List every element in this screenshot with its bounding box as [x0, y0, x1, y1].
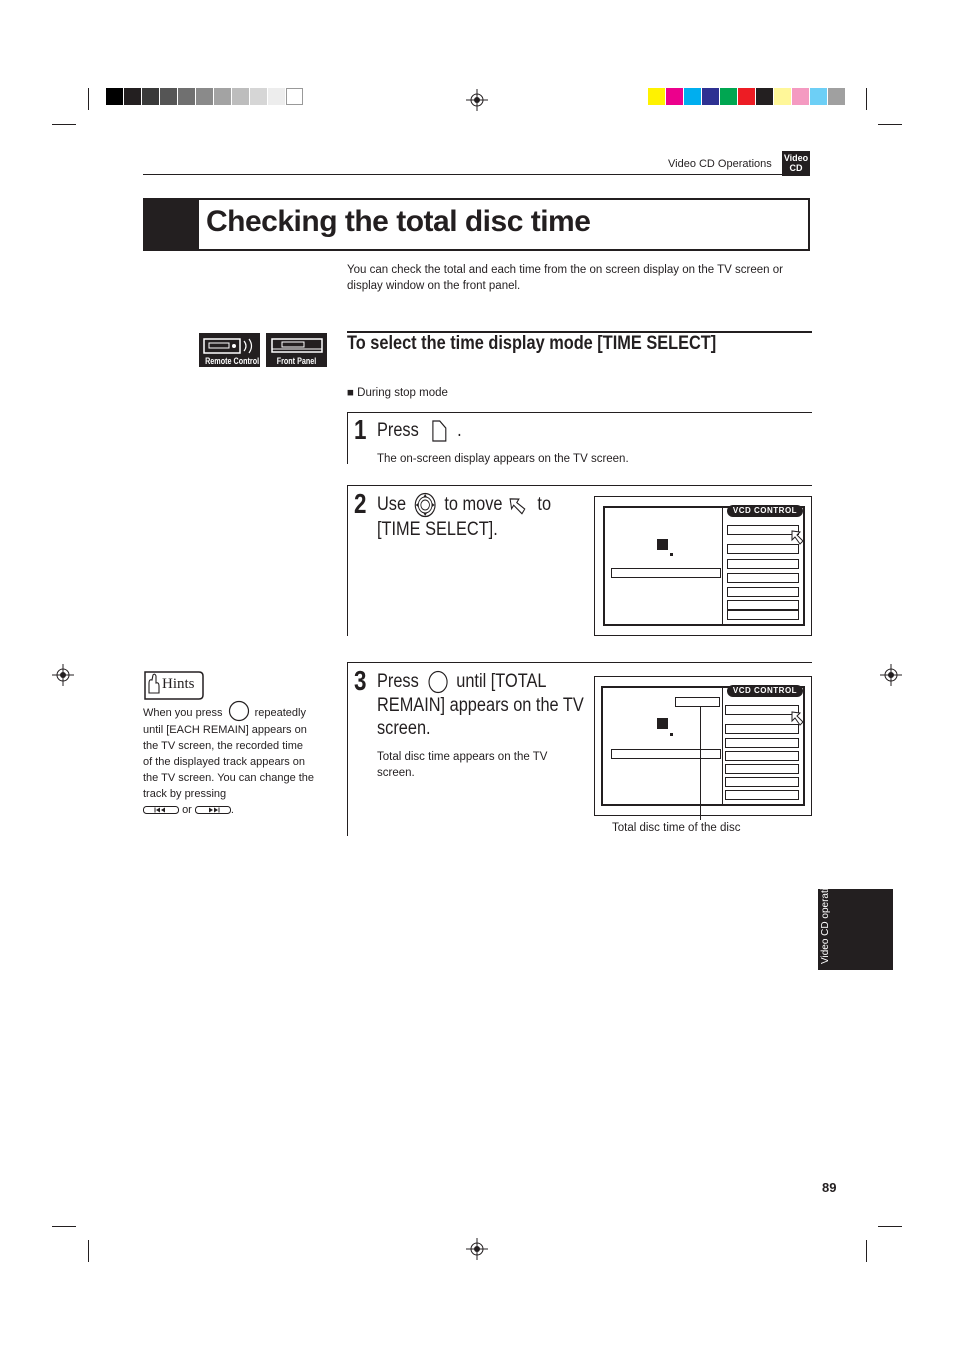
registration-mark-icon — [466, 1238, 488, 1260]
hints-part: When you press — [143, 706, 223, 719]
page-number: 89 — [822, 1180, 837, 1195]
gray-swatch — [106, 88, 123, 105]
tv-screen-diagram — [594, 676, 812, 816]
callout-line — [700, 706, 701, 820]
step-text — [377, 670, 584, 740]
front-panel-icon — [266, 333, 327, 367]
step-text-part: Press — [377, 671, 419, 693]
vcd-control-label: VCD CONTROL — [727, 505, 803, 517]
step-text-part: . — [457, 420, 462, 442]
color-swatch — [810, 88, 827, 105]
crop-mark — [52, 1226, 76, 1227]
gray-swatch — [124, 88, 141, 105]
menu-item — [727, 573, 799, 583]
section-header: Video CD Operations — [668, 158, 772, 170]
step-note: Total disc time appears on the TV screen. — [377, 751, 548, 779]
step-number: 3 — [354, 665, 367, 696]
skip-back-button-icon — [143, 806, 179, 814]
gray-swatch — [250, 88, 267, 105]
step-number: 1 — [354, 414, 367, 445]
step-text-part: [TIME SELECT]. — [377, 519, 498, 540]
menu-item — [727, 525, 799, 535]
step-rule — [347, 412, 812, 413]
hints-label: Hints — [162, 676, 195, 692]
menu-item — [725, 724, 799, 734]
color-swatch — [702, 88, 719, 105]
screen-divider — [722, 687, 723, 804]
hints-part: . — [230, 804, 234, 816]
crop-mark — [52, 124, 76, 125]
menu-item — [725, 764, 799, 774]
front-panel-label: Front Panel — [276, 356, 317, 366]
vcd-control-label: VCD CONTROL — [727, 685, 803, 697]
menu-item — [727, 544, 799, 554]
color-swatch — [666, 88, 683, 105]
menu-item — [725, 777, 799, 787]
badge-line: CD — [789, 163, 803, 173]
video-cd-badge — [782, 151, 810, 176]
step-rule — [347, 412, 348, 464]
title-block — [143, 198, 199, 251]
gray-swatch — [196, 88, 213, 105]
crop-mark — [878, 1226, 902, 1227]
menu-item — [727, 559, 799, 569]
crop-mark — [866, 88, 867, 110]
jog-dial-icon — [414, 492, 436, 518]
menu-item — [727, 610, 799, 620]
display-button-icon — [428, 419, 449, 443]
step-text-part: Press — [377, 420, 419, 442]
subheading: To select the time display mode [TIME SELECT] — [347, 333, 717, 354]
intro-text: You can check the total and each time from the on screen display on the TV screen or display window on the front panel. — [347, 264, 783, 292]
stop-square-icon — [657, 718, 668, 729]
crop-mark — [866, 1240, 867, 1262]
remote-control-icon — [199, 333, 260, 367]
step-number: 2 — [354, 488, 367, 519]
step-note: The on-screen display appears on the TV screen. — [377, 453, 629, 465]
hints-part: or — [182, 804, 192, 816]
gray-swatch — [268, 88, 285, 105]
screen-divider — [722, 507, 723, 624]
step-text-part: screen. — [377, 718, 431, 739]
callout-label: Total disc time of the disc — [612, 822, 741, 834]
hints-badge — [143, 671, 203, 701]
hints-part: until [EACH REMAIN] appears on the TV screen, the recorded time of the displayed track appears on the TV screen. You can change the track by pressing — [143, 724, 315, 800]
menu-item — [725, 705, 799, 715]
round-button-icon — [428, 670, 449, 694]
step-rule — [347, 485, 812, 486]
side-tab — [818, 871, 893, 970]
cursor-dot — [670, 733, 673, 736]
time-field — [611, 749, 721, 759]
gray-swatch — [142, 88, 159, 105]
cursor-arrow-icon — [791, 530, 807, 546]
remote-control-label: Remote Control — [205, 356, 260, 366]
gray-swatch — [214, 88, 231, 105]
badge-line: Video — [783, 153, 809, 163]
time-field — [611, 568, 721, 578]
page-title: Checking the total disc time — [206, 205, 591, 238]
menu-item — [725, 751, 799, 761]
round-button-icon — [228, 700, 250, 722]
menu-item — [727, 600, 799, 610]
color-swatch — [756, 88, 773, 105]
registration-mark-icon — [880, 664, 902, 686]
step-text — [377, 492, 551, 541]
stop-square-icon — [657, 539, 668, 550]
gray-swatch — [286, 88, 303, 105]
gray-swatch — [160, 88, 177, 105]
crop-mark — [878, 124, 902, 125]
cursor-arrow-icon — [791, 711, 807, 727]
color-swatch — [720, 88, 737, 105]
mode-note: ■ During stop mode — [347, 387, 448, 399]
step-rule — [347, 662, 348, 836]
gray-swatch — [232, 88, 249, 105]
hints-part: repeatedly — [254, 706, 306, 719]
step-text — [377, 419, 462, 443]
menu-item — [727, 587, 799, 597]
step-text-part: to — [537, 494, 552, 516]
color-swatch — [648, 88, 665, 105]
step-text-part: to move — [444, 494, 503, 516]
tv-screen-diagram — [594, 496, 812, 636]
menu-item — [725, 790, 799, 800]
registration-mark-icon — [52, 664, 74, 686]
crop-mark — [88, 1240, 89, 1262]
step-text-part: REMAIN] appears on the TV — [377, 695, 584, 716]
cursor-dot — [670, 553, 673, 556]
step-rule — [347, 485, 348, 636]
hints-text — [143, 704, 315, 818]
side-tab-label: Video CD operations — [820, 871, 831, 964]
color-swatch — [828, 88, 845, 105]
skip-forward-button-icon — [195, 806, 231, 814]
step-text-part: Use — [377, 494, 407, 516]
menu-item — [725, 738, 799, 748]
color-swatch — [774, 88, 791, 105]
step-text-part: until [TOTAL — [456, 671, 547, 693]
gray-swatch — [178, 88, 195, 105]
header-rule — [143, 174, 810, 175]
registration-mark-icon — [466, 89, 488, 111]
step-rule — [347, 662, 812, 663]
total-time-field — [675, 697, 720, 707]
color-swatch — [684, 88, 701, 105]
cursor-arrow-icon — [510, 493, 531, 517]
color-swatch — [792, 88, 809, 105]
crop-mark — [88, 88, 89, 110]
color-swatch — [738, 88, 755, 105]
